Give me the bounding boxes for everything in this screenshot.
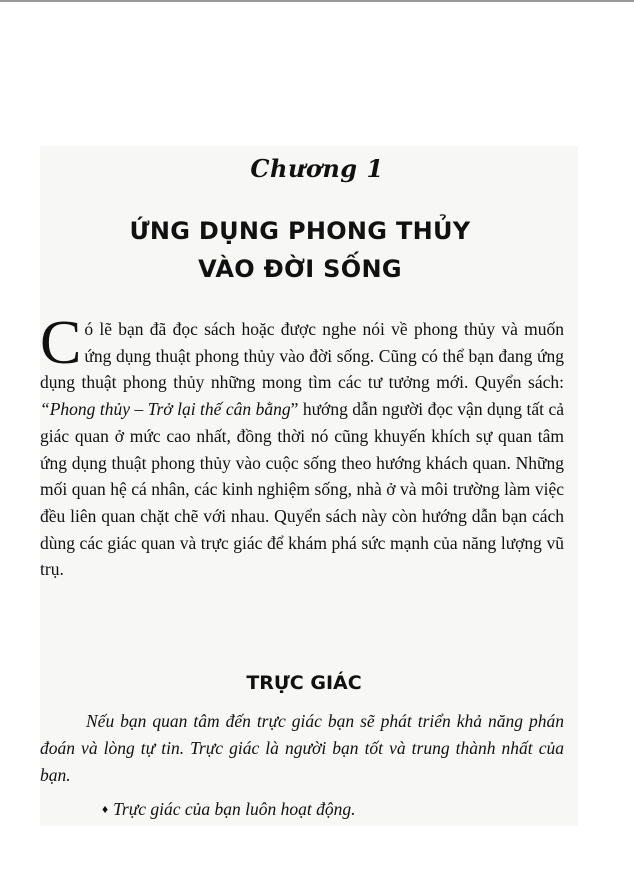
chapter-label: Chương 1 [250,154,384,183]
intro-text-start: ó lẽ bạn đã đọc sách hoặc được nghe nói về phong thủy và muốn ứng dụng thuật phong thủy vào đời sống. Cũng có thể bạn đang ứng dụng thuật phong thủy những mong tìm các tư tưởng mới. Quyển sách: [40,319,564,393]
chapter-title [0,212,600,288]
section-heading: TRỰC GIÁC [246,672,362,694]
bullet-item [102,796,356,825]
top-border-line [0,0,634,2]
intuition-paragraph: Nếu bạn quan tâm đến trực giác bạn sẽ phát triển khả năng phán đoán và lòng tự tin. Trực giác là người bạn tốt và trung thành nhất của bạn. [40,711,564,785]
intro-paragraph [40,309,564,583]
book-title: “Phong thủy – Trở lại thế cân bằng [40,399,291,420]
diamond-bullet-icon: ♦ [102,802,109,816]
drop-cap-letter: C [40,309,82,377]
intro-text-end: ” hướng dẫn người đọc vận dụng tất cả giác quan ở mức cao nhất, đồng thời nó cũng khuyến khích sự quan tâm ứng dụng thuật phong thủy vào cuộc sống theo hướng khách quan. Những mối quan hệ cá nhân, các kinh nghiệm sống, nhà ở và môi trường làm việc đều liên quan chặt chẽ với nhau. Quyển sách này còn hướng dẫn bạn cách dùng các giác quan và trực giác để khám phá sức mạnh của năng lượng vũ trụ. [40,399,564,580]
chapter-title-line-2: VÀO ĐỜI SỐNG [198,255,402,283]
chapter-title-line-1: ỨNG DỤNG PHONG THỦY [129,217,471,245]
bullet-text: Trực giác của bạn luôn hoạt động. [113,799,356,819]
